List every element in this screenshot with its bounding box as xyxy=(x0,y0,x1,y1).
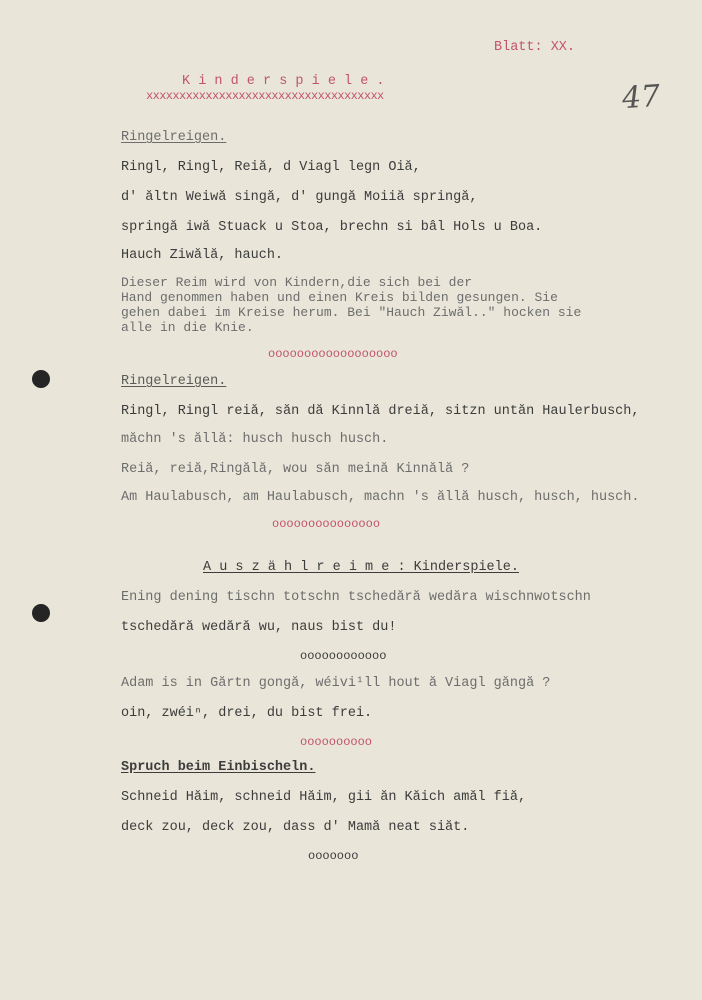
verse-line: Ening dening tischn totschn tschedără wedăra wischnwotschn xyxy=(121,590,591,605)
section-heading: Ringelreigen. xyxy=(121,374,227,389)
verse-line: măchn 's ăllă: husch husch husch. xyxy=(121,432,389,447)
section-heading: Ringelreigen. xyxy=(121,130,227,145)
verse-line: Reiă, reiă,Ringălă, wou săn meină Kinnălă ? xyxy=(121,462,470,477)
note-line: alle in die Knie. xyxy=(121,320,254,335)
title-underline: xxxxxxxxxxxxxxxxxxxxxxxxxxxxxxxxxxxx xyxy=(146,89,384,103)
page-title: K i n d e r s p i e l e . xyxy=(182,74,385,89)
note-line: gehen dabei im Kreise herum. Bei "Hauch Ziwăl.." hocken sie xyxy=(121,305,582,320)
verse-line: Hauch Ziwălă, hauch. xyxy=(121,248,284,263)
section-separator: oooooooooo xyxy=(300,735,373,749)
verse-line: deck zou, deck zou, dass d' Mamă neat siăt. xyxy=(121,820,470,835)
pencil-page-number: 47 xyxy=(620,78,662,117)
note-line: Dieser Reim wird von Kindern,die sich bei der xyxy=(121,275,473,290)
section-heading: Spruch beim Einbischeln. xyxy=(121,760,316,775)
heading-spaced-part: A u s z ä h l r e i m e xyxy=(203,560,390,575)
section-separator: oooooooooooo xyxy=(300,649,387,663)
verse-line: Am Haulabusch, am Haulabusch, machn 's ăllă husch, husch, husch. xyxy=(121,490,640,505)
verse-line: Schneid Hăim, schneid Hăim, gii ăn Kăich amăl fiă, xyxy=(121,790,527,805)
section-separator: oooooooooooooooooo xyxy=(268,347,398,361)
section-separator: ooooooooooooooo xyxy=(272,517,381,531)
heading-rest-part: : Kinderspiele. xyxy=(389,560,519,575)
verse-line: d' ăltn Weiwă singă, d' gungă Moiiă springă, xyxy=(121,190,478,205)
section-separator: ooooooo xyxy=(308,849,359,863)
punch-hole xyxy=(32,604,50,622)
verse-line: Ringl, Ringl, Reiă, d Viagl legn Oiă, xyxy=(121,160,421,175)
verse-line: Adam is in Gărtn gongă, wéivi¹ll hout ă Viagl găngă ? xyxy=(121,676,551,691)
verse-line: oin, zwéiⁿ, drei, du bist frei. xyxy=(121,706,373,721)
verse-line: Ringl, Ringl reiă, săn dă Kinnlă dreiă, sitzn untăn Haulerbusch, xyxy=(121,404,640,419)
note-line: Hand genommen haben und einen Kreis bilden gesungen. Sie xyxy=(121,290,558,305)
verse-line: springă iwă Stuack u Stoa, brechn si bâl Hols u Boa. xyxy=(121,220,543,235)
section-heading xyxy=(203,560,519,576)
verse-line: tschedără wedără wu, naus bist du! xyxy=(121,620,397,635)
sheet-number: Blatt: XX. xyxy=(494,40,576,55)
punch-hole xyxy=(32,370,50,388)
